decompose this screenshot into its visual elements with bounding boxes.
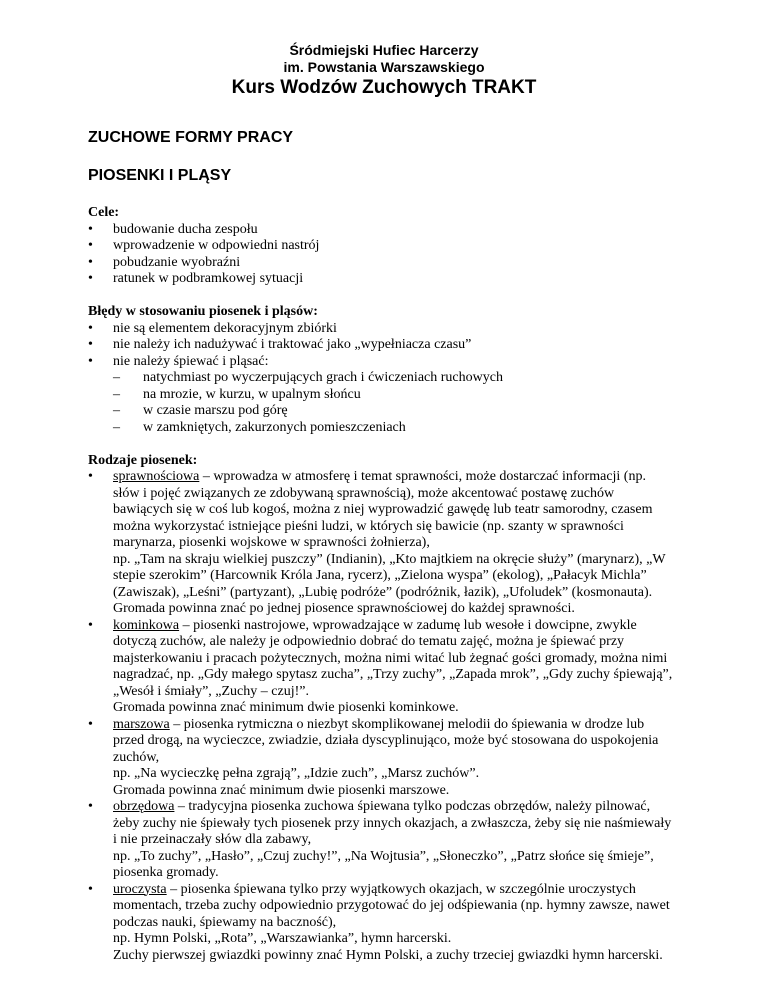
error-item: • nie są elementem dekoracyjnym zbiórki <box>88 320 337 336</box>
goal-item: • budowanie ducha zespołu <box>88 221 258 237</box>
dash-icon: – <box>113 403 120 418</box>
bullet-icon: • <box>88 254 93 270</box>
course-title: Kurs Wodzów Zuchowych TRAKT <box>231 77 537 98</box>
section-heading-sub: PIOSENKI I PLĄSY <box>88 167 232 184</box>
bullet-icon: • <box>88 881 93 897</box>
bullet-icon: • <box>88 337 93 352</box>
bullet-icon: • <box>88 221 93 237</box>
goal-item: • pobudzanie wyobraźni <box>88 254 241 270</box>
bullet-icon: • <box>88 469 93 484</box>
song-type-term: sprawnościowa <box>113 469 200 484</box>
bullet-icon: • <box>88 353 93 369</box>
song-type-item: • obrzędowa – tradycyjna piosenka zuchowa śpiewana tylko podczas obrzędów, należy pilnować, żeby zuchy nie śpiewały tych piosenek przy innych okazjach, a zwłaszcza, żeby się nie naśmiewały i nie przeinaczały słów dla zabawy, np. „To zuchy”, „Hasło”, „Czuj zuchy!”, „Na Wojtusia”, „Słoneczko”, „Patrz słońce się śmieje”, piosenka gromady. <box>88 799 672 880</box>
song-types-section <box>88 453 728 965</box>
goal-item: • wprowadzenie w odpowiedni nastrój <box>88 238 320 253</box>
song-type-term: obrzędowa <box>113 799 175 814</box>
section-heading-main: ZUCHOWE FORMY PRACY <box>88 129 294 146</box>
dash-icon: – <box>113 370 120 385</box>
song-types-title: Rodzaje piosenek: <box>88 452 198 468</box>
error-subitem: – natychmiast po wyczerpujących grach i ćwiczeniach ruchowych <box>113 370 503 385</box>
bullet-icon: • <box>88 238 93 253</box>
district-name: Śródmiejski Hufiec Harcerzy <box>289 42 479 58</box>
song-type-item: • uroczysta – piosenka śpiewana tylko przy wyjątkowych okazjach, w szczególnie uroczystych momentach, trzeba zuchy odpowiednio przygotować do jej odśpiewania (np. hymny zawsze, nawet podczas nauki, śpiewamy na baczność), np. Hymn Polski, „Rota”, „Warszawianka”, hymn harcerski. Zuchy pierwszej gwiazdki powinny znać Hymn Polski, a zuchy trzeciej gwiazdki hymn harcerski. <box>88 881 670 963</box>
error-item: • nie należy ich nadużywać i traktować jako „wypełniacza czasu” <box>88 337 472 352</box>
goals-title: Cele: <box>88 205 120 220</box>
goal-item: • ratunek w podbramkowej sytuacji <box>88 271 304 286</box>
document-body <box>88 205 728 964</box>
song-type-item: • sprawnościowa – wprowadza w atmosferę i temat sprawności, może dostarczać informacji (np. słów i pojęć związanych ze zdobywaną sprawnością), może akcentować postawę zuchów bawiących się w coś lub kogoś, można z niej wyprowadzić gawędę lub teatr samorodny, czasem można wykorzystać istniejące pieśni ludzi, w których się bawicie (np. szanty w sprawności marynarza, piosenki wojskowe w sprawności żołnierza), np. „Tam na skraju wielkiej puszczy” (Indianin), „Kto majtkiem na okręcie służy” (marynarz), „W stepie szerokim” (Harcownik Króla Jana, rycerz), „Zielona wyspa” (ekolog), „Pałacyk Michla” (Zawiszak), „Leśni” (partyzant), „Lubię podróże” (podróżnik, łazik), „Ufoludek” (kosmonauta). Gromada powinna znać po jednej piosence sprawnościowej do każdej sprawności. <box>88 469 666 616</box>
bullet-icon: • <box>88 271 93 286</box>
song-type-term: kominkowa <box>113 617 180 633</box>
error-subitem: – w czasie marszu pod górę <box>113 403 288 418</box>
district-patron: im. Powstania Warszawskiego <box>283 59 485 75</box>
song-type-term: marszowa <box>113 716 170 732</box>
error-subitem: – w zamkniętych, zakurzonych pomieszczeniach <box>113 419 406 435</box>
errors-title: Błędy w stosowaniu piosenek i pląsów: <box>88 304 318 319</box>
errors-section <box>88 304 728 436</box>
bullet-icon: • <box>88 320 93 336</box>
bullet-icon: • <box>88 617 93 633</box>
error-subitem: – na mrozie, w kurzu, w upalnym słońcu <box>113 386 361 402</box>
song-type-term: uroczysta <box>113 881 167 897</box>
bullet-icon: • <box>88 799 93 814</box>
dash-icon: – <box>113 386 120 402</box>
song-type-item: • kominkowa – piosenki nastrojowe, wprowadzające w zadumę lub wesołe i dowcipne, zwykle dotyczą zuchów, ale należy je odpowiednio dobrać do tematu zajęć, można je śpiewać przy majsterkowaniu i pracach pożytecznych, można nimi witać lub żegnać gości gromady, można nimi nagradzać, np. „Gdy małego spytasz zucha”, „Trzy zuchy”, „Zapada mrok”, „Gdy zuchy śpiewają”, „Wesół i śmiały”, „Zuchy – czuj!”. Gromada powinna znać minimum dwie piosenki kominkowe. <box>88 617 673 715</box>
bullet-icon: • <box>88 716 93 732</box>
song-type-item: • marszowa – piosenka rytmiczna o niezbyt skomplikowanej melodii do śpiewania w drodze lub przed drogą, na wycieczce, zwiadzie, działa dyscyplinująco, może być stosowana do uspokojenia zuchów, np. „Na wycieczkę pełna zgrają”, „Idzie zuch”, „Marsz zuchów”. Gromada powinna znać minimum dwie piosenki marszowe. <box>88 716 659 798</box>
error-item: • nie należy śpiewać i pląsać: <box>88 353 269 369</box>
dash-icon: – <box>113 419 120 435</box>
goals-section <box>88 205 728 288</box>
